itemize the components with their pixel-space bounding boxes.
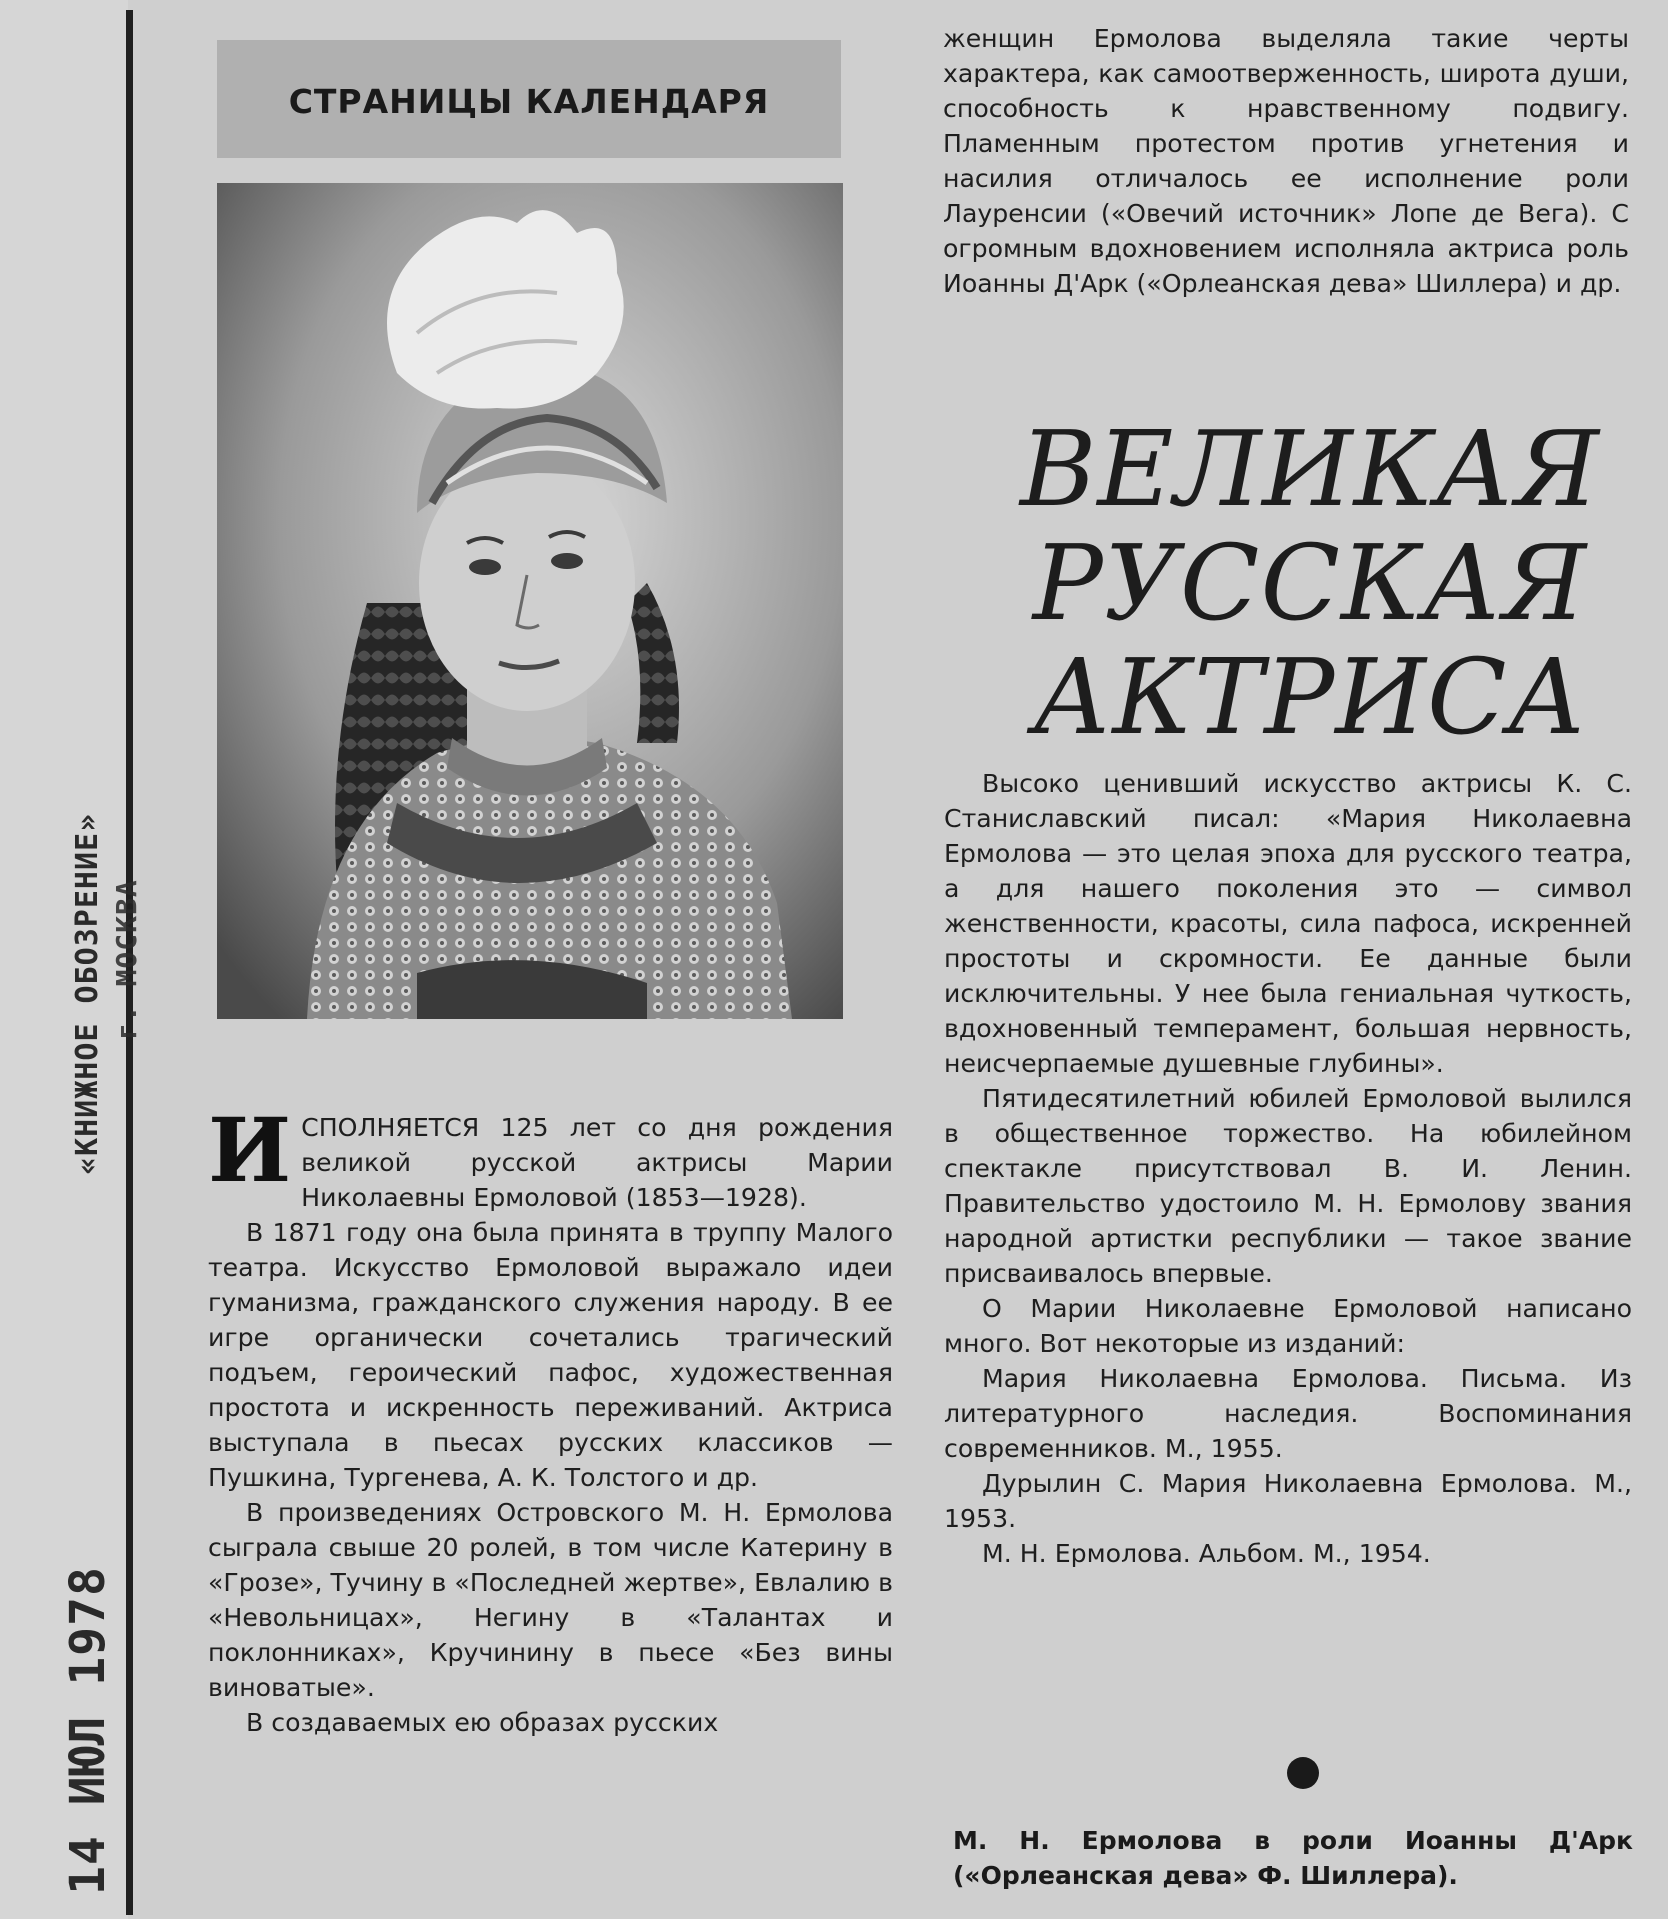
- body-paragraph: женщин Ермолова выделяла такие черты характера, как самоотверженность, широта души, способность к нравственному подвигу. Пламенным протестом против угнетения и насилия отличалось ее исполнение роли Лауренсии («Овечий источник» Лопе де Вега). С огромным вдохновением исполняла актриса роль Иоанны Д'Арк («Орлеанская дева» Шиллера) и др.: [943, 24, 1629, 298]
- bibliography: [944, 1361, 1632, 1571]
- bibliography-entry: М. Н. Ермолова. Альбом. М., 1954.: [982, 1539, 1431, 1568]
- right-column-bottom: [944, 766, 1632, 1571]
- portrait-illustration: [217, 183, 843, 1019]
- headline-line: АКТРИСА: [1032, 636, 1588, 758]
- city-stamp: г. МОСКВА: [110, 879, 143, 1040]
- separator-dot: [1287, 1757, 1319, 1789]
- body-paragraph: О Марии Николаевне Ермоловой написано много. Вот некоторые из изданий:: [944, 1294, 1632, 1358]
- headline-line: РУССКАЯ: [1032, 522, 1588, 644]
- lead-caps: СПОЛНЯЕТСЯ: [301, 1113, 480, 1142]
- body-paragraph: В создаваемых ею образах русских: [246, 1708, 719, 1737]
- body-paragraph: В 1871 году она была принята в труппу Малого театра. Искусство Ермоловой выражало идеи гуманизма, гражданского служения народу. В ее игре органически сочетались трагический подъем, героический пафос, художественная простота и искренность переживаний. Актриса выступала в пьесах русских классиков — Пушкина, Тургенева, А. К. Толстого и др.: [208, 1218, 893, 1492]
- left-column: [208, 1098, 893, 1740]
- photo-caption: М. Н. Ермолова в роли Иоанны Д'Арк («Орлеанская дева» Ф. Шиллера).: [953, 1826, 1633, 1890]
- lead-paragraph: [208, 1098, 893, 1215]
- date-stamp: 14 ИЮЛ 1978: [60, 1566, 116, 1895]
- drop-cap: И: [208, 1098, 292, 1202]
- section-header: [217, 40, 841, 158]
- headline-line: ВЕЛИКАЯ: [1019, 408, 1601, 530]
- right-column-top: [943, 21, 1629, 301]
- article-headline: [1000, 408, 1620, 758]
- body-paragraph: Пятидесятилетний юбилей Ермоловой вылился в общественное торжество. На юбилейном спектакле присутствовал В. И. Ленин. Правительство удостоило М. Н. Ермолову звания народной артистки республики — такое звание присваивалось впервые.: [944, 1084, 1632, 1288]
- bibliography-entry: Мария Николаевна Ермолова. Письма. Из литературного наследия. Воспоминания современников. М., 1955.: [944, 1364, 1632, 1463]
- section-title: СТРАНИЦЫ КАЛЕНДАРЯ: [288, 82, 770, 121]
- lead-text: 125 лет со дня рождения великой русской актрисы Марии Николаевны Ермоловой (1853—1928).: [301, 1113, 893, 1212]
- bibliography-entry: Дурылин С. Мария Николаевна Ермолова. М., 1953.: [944, 1469, 1632, 1533]
- newspaper-name-stamp: «КНИЖНОЕ ОБОЗРЕНИЕ»: [70, 812, 105, 1175]
- body-paragraph: В произведениях Островского М. Н. Ермолова сыграла свыше 20 ролей, в том числе Катерину в «Грозе», Тучину в «Последней жертве», Евлалию в «Невольницах», Негину в «Талантах и поклонниках», Кручинину в пьесе «Без вины виноватые».: [208, 1498, 893, 1702]
- body-paragraph: Высоко ценивший искусство актрисы К. С. Станиславский писал: «Мария Николаевна Ермолова — это целая эпоха для русского театра, а для нашего поколения это — символ женственности, красоты, сила пафоса, искренней простоты и скромности. Ее данные были исключительны. У нее была гениальная чуткость, вдохновенный темперамент, большая нервность, неисчерпаемые душевные глубины».: [944, 769, 1632, 1078]
- actress-portrait-photo: [217, 183, 843, 1019]
